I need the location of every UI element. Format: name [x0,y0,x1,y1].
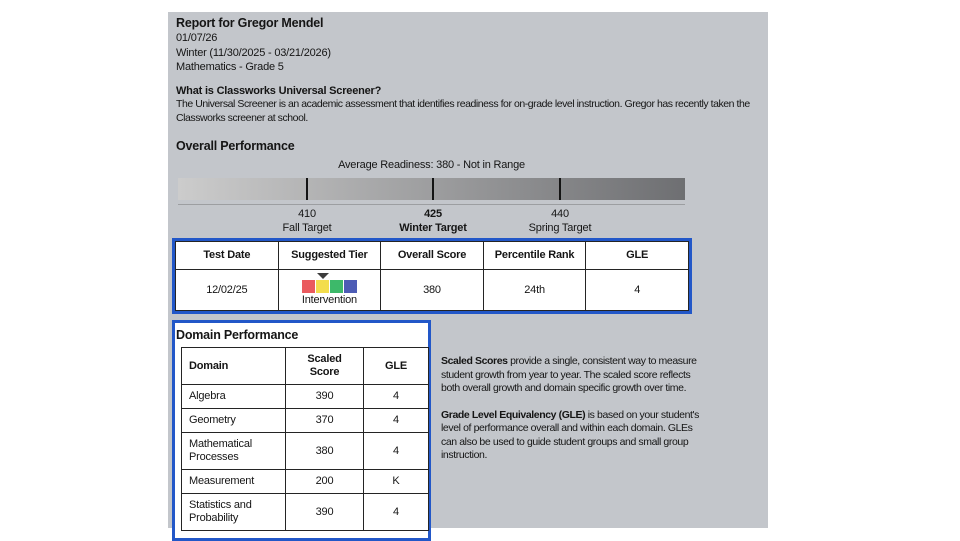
tier-square-red [302,280,315,293]
scaled-score: 200 [286,470,364,494]
page-title: Report for Gregor Mendel [176,16,324,30]
gle-term: Grade Level Equivalency (GLE) [441,408,586,421]
tier-scale [302,273,357,293]
overall-score-cell: 380 [381,270,484,311]
tier-square-blue [344,280,357,293]
tier-indicator [281,273,379,307]
domain-header-scaled-score: Scaled Score [286,348,364,385]
gle-value: 4 [364,409,429,433]
score-descriptions [441,355,699,476]
percentile-rank-cell: 24th [483,270,586,311]
scaled-score: 390 [286,385,364,409]
scale-baseline [178,204,685,205]
table-row [182,433,429,470]
summary-table [175,241,689,311]
report-subject: Mathematics - Grade 5 [176,61,284,73]
report-term: Winter (11/30/2025 - 03/21/2026) [176,46,331,59]
domain-header-domain: Domain [182,348,286,385]
readiness-scale-chart [168,159,768,239]
spring-target-tick [559,178,561,200]
domain-name: Statistics and Probability [182,494,286,531]
fall-target-value: 410 [298,208,316,220]
screener-info-heading: What is Classworks Universal Screener? [176,85,382,97]
gle-text: is based on your student's level of performance overall and within each domain. GLEs can also be used to guide student groups and small group instruction. [441,408,699,461]
domain-header-gle: GLE [364,348,429,385]
screener-info-body: The Universal Screener is an academic assessment that identifies readiness for on-grade level instruction. Gregor has recently taken the Classworks screener at school. [176,98,750,124]
screener-info [176,84,764,125]
scaled-score: 370 [286,409,364,433]
spring-target-value: 440 [551,208,569,220]
report-date: 01/07/26 [176,32,218,44]
gle-value: K [364,470,429,494]
tier-square-green [330,280,343,293]
table-row [182,409,429,433]
summary-header-suggested-tier: Suggested Tier [278,242,381,270]
gle-value: 4 [364,433,429,470]
summary-table-container [172,238,692,314]
spring-target-label: Spring Target [528,222,592,234]
scaled-scores-term: Scaled Scores [441,355,508,367]
scaled-scores-text: provide a single, consistent way to measure student growth from year to year. The scaled score reflects both overall growth and domain specific growth over time. [441,355,697,394]
domain-performance-table [181,347,429,531]
fall-target-label: Fall Target [282,222,332,234]
fall-target-tick [306,178,308,200]
summary-header-row [176,242,689,270]
overall-performance-heading: Overall Performance [176,139,295,153]
domain-performance-heading: Domain Performance [176,328,299,342]
readiness-gradient-bar [178,178,685,200]
average-readiness-label: Average Readiness: 380 - Not in Range [338,159,525,171]
winter-target-label: Winter Target [399,222,467,234]
test-date-cell: 12/02/25 [176,270,279,311]
report-header [176,15,331,75]
domain-performance-container [172,320,431,541]
scaled-scores-description [441,355,699,396]
scaled-score: 390 [286,494,364,531]
domain-name: Algebra [182,385,286,409]
gle-value: 4 [364,385,429,409]
tier-square-yellow [316,280,329,293]
tier-marker-icon [317,273,329,279]
summary-header-percentile-rank: Percentile Rank [483,242,586,270]
domain-name: Geometry [182,409,286,433]
summary-header-test-date: Test Date [176,242,279,270]
report-page [168,12,768,528]
table-row [182,494,429,531]
winter-target-value: 425 [424,208,442,220]
summary-header-overall-score: Overall Score [381,242,484,270]
table-row [182,470,429,494]
scaled-score: 380 [286,433,364,470]
domain-name: Measurement [182,470,286,494]
gle-cell: 4 [586,270,689,311]
domain-name: Mathematical Processes [182,433,286,470]
table-row [182,385,429,409]
gle-value: 4 [364,494,429,531]
tier-label: Intervention [301,294,357,306]
domain-header-row [182,348,429,385]
gle-description [441,409,699,463]
summary-header-gle: GLE [586,242,689,270]
winter-target-tick [432,178,434,200]
suggested-tier-cell [278,270,381,311]
summary-data-row [176,270,689,311]
